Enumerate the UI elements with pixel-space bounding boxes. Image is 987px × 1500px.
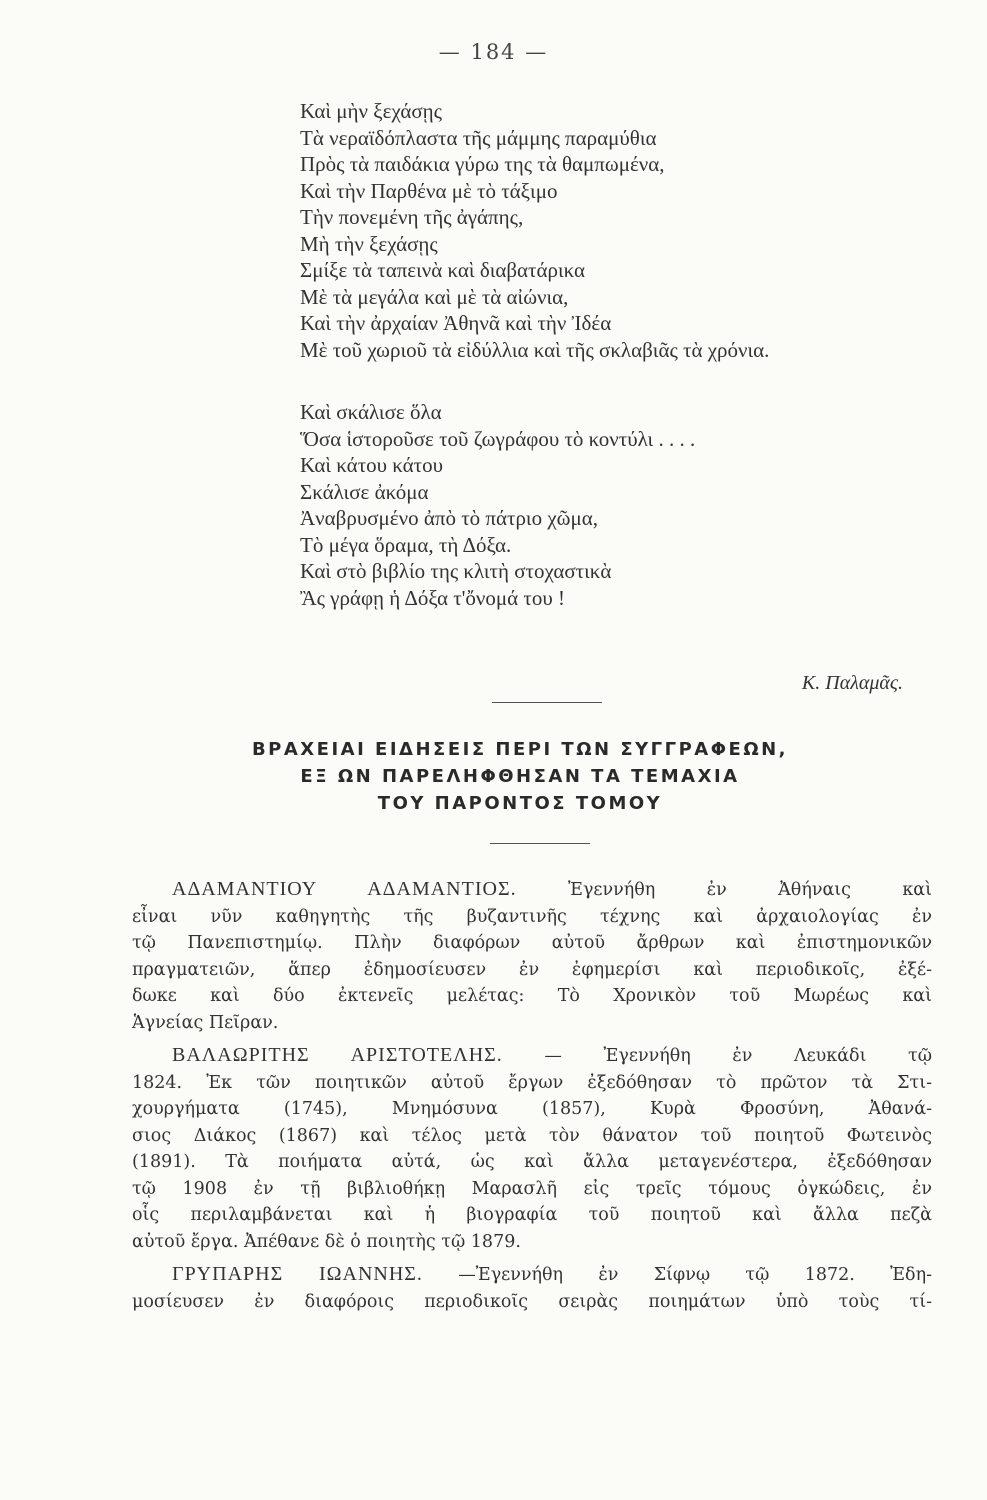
entry-text: —Ἐγεννήθη ἐν Σίφνῳ τῷ 1872. Ἐδη- — [458, 1265, 932, 1285]
heading-line: ΕΞ ΩΝ ΠΑΡΕΛΗΦΘΗΣΑΝ ΤΑ ΤΕΜΑΧΙΑ — [300, 766, 740, 787]
entry-text: Ἐγεννήθη ἐν Ἀθήναις καὶ — [568, 880, 932, 900]
poem-line: Καὶ μὴν ξεχάσῃς — [300, 99, 442, 123]
poem-line: Σκάλισε ἀκόμα — [300, 479, 429, 504]
poem-line: Τὸ μέγα ὅραμα, τὴ Δόξα. — [300, 532, 512, 557]
entry-text: πραγματειῶν, ἅπερ ἐδημοσίευσεν ἐν ἐφημερίσι καὶ περιοδικοῖς, ἐξέ- — [132, 959, 932, 980]
entry-text: αὐτοῦ ἔργα. Ἀπέθανε δὲ ὁ ποιητὴς τῷ 1879. — [132, 1231, 521, 1252]
entry-text: εἶναι νῦν καθηγητὴς τῆς βυζαντινῆς τέχνης καὶ ἀρχαιολογίας ἐν — [132, 906, 932, 927]
poem-line: Σμίξε τὰ ταπεινὰ καὶ διαβατάρικα — [300, 258, 586, 282]
poem-stanza-1 — [300, 98, 960, 363]
entry-text: σιος Διάκος (1867) καὶ τέλος μετὰ τὸν θάνατον τοῦ ποιητοῦ Φωτεινὸς — [132, 1125, 932, 1146]
poem-line: Μὲ τὰ μεγάλα καὶ μὲ τὰ αἰώνια, — [300, 284, 569, 309]
poem-line: Πρὸς τὰ παιδάκια γύρω της τὰ θαμπωμένα, — [300, 152, 665, 176]
entry-text: (1891). Τὰ ποιήματα αὐτά, ὡς καὶ ἄλλα μεταγενέστερα, ἐξεδόθησαν — [132, 1152, 932, 1172]
poem-line: Μὴ τὴν ξεχάσῃς — [300, 231, 438, 256]
poem-line: Καὶ στὸ βιβλίο της κλιτὴ στοχαστικὰ — [300, 559, 612, 583]
entry-text: δωκε καὶ δύο ἐκτενεῖς μελέτας: Τὸ Χρονικὸν τοῦ Μωρέως καὶ — [132, 986, 932, 1006]
poem-line: Καὶ κάτου κάτου — [300, 453, 444, 477]
entry-text: οἷς περιλαμβάνεται καὶ ἡ βιογραφία τοῦ ποιητοῦ καὶ ἄλλα πεζὰ — [132, 1205, 932, 1225]
poem-line: Καὶ σκάλισε ὅλα — [300, 400, 442, 424]
divider-rule — [492, 702, 602, 703]
poem-line: Τὰ νεραϊδόπλαστα τῆς μάμμης παραμύθια — [300, 125, 657, 150]
heading-line: ΒΡΑΧΕΙΑΙ ΕΙΔΗΣΕΙΣ ΠΕΡΙ ΤΩΝ ΣΥΓΓΡΑΦΕΩΝ, — [251, 739, 789, 760]
entry-text: 1824. Ἐκ τῶν ποιητικῶν αὐτοῦ ἔργων ἐξεδόθησαν τὸ πρῶτον τὰ Στι- — [132, 1072, 932, 1093]
poem-line: Καὶ τὴν ἀρχαίαν Ἀθηνᾶ καὶ τὴν Ἰδέα — [300, 311, 612, 335]
poem-line: Καὶ τὴν Παρθένα μὲ τὸ τάξιμο — [300, 178, 558, 203]
author-name: ΓΡΥΠΑΡΗΣ ΙΩΑΝΝΗΣ. — [172, 1263, 423, 1285]
poem-line: Ἀναβρυσμένο ἀπὸ τὸ πάτριο χῶμα, — [300, 506, 598, 530]
author-entry — [132, 1261, 932, 1315]
poem-line: Μὲ τοῦ χωριοῦ τὰ εἰδύλλια καὶ τῆς σκλαβιᾶς τὰ χρόνια. — [300, 337, 770, 362]
author-entry — [132, 1042, 932, 1255]
poem-line: Ἂς γράφῃ ἡ Δόξα τ'ὄνομά του ! — [300, 585, 566, 610]
entry-text: τῷ 1908 ἐν τῇ βιβλιοθήκῃ Μαρασλῆ εἰς τρεῖς τόμους ὀγκώδεις, ἐν — [132, 1178, 932, 1199]
entry-text: χουργήματα (1745), Μνημόσυνα (1857), Κυρὰ Φροσύνη, Ἀθανά- — [132, 1099, 932, 1119]
author-notes — [132, 876, 932, 1321]
poem — [300, 98, 960, 647]
heading-line: ΤΟΥ ΠΑΡΟΝΤΟΣ ΤΟΜΟΥ — [377, 793, 663, 814]
section-heading — [140, 736, 900, 817]
author-entry — [132, 876, 932, 1036]
page-number: — 184 — — [438, 40, 549, 64]
divider-rule — [490, 843, 590, 844]
poem-signature: Κ. Παλαμᾶς. — [801, 672, 903, 694]
entry-text: Ἁγνείας Πεῖραν. — [132, 1012, 279, 1033]
poem-line: Τὴν πονεμένη τῆς ἀγάπης, — [300, 205, 524, 229]
entry-text: τῷ Πανεπιστημίῳ. Πλὴν διαφόρων αὐτοῦ ἄρθρων καὶ ἐπιστημονικῶν — [132, 933, 932, 953]
entry-text: — Ἐγεννήθη ἐν Λευκάδι τῷ — [544, 1046, 932, 1066]
poem-line: Ὅσα ἱστοροῦσε τοῦ ζωγράφου τὸ κοντύλι . . . . — [300, 426, 696, 451]
author-name: ΑΔΑΜΑΝΤΙΟΥ ΑΔΑΜΑΝΤΙΟΣ. — [172, 878, 517, 900]
author-name: ΒΑΛΑΩΡΙΤΗΣ ΑΡΙΣΤΟΤΕΛΗΣ. — [172, 1044, 503, 1066]
entry-text: μοσίευσεν ἐν διαφόροις περιοδικοῖς σειρὰς ποιημάτων ὑπὸ τοὺς τί- — [132, 1291, 932, 1312]
poem-stanza-2 — [300, 399, 960, 611]
